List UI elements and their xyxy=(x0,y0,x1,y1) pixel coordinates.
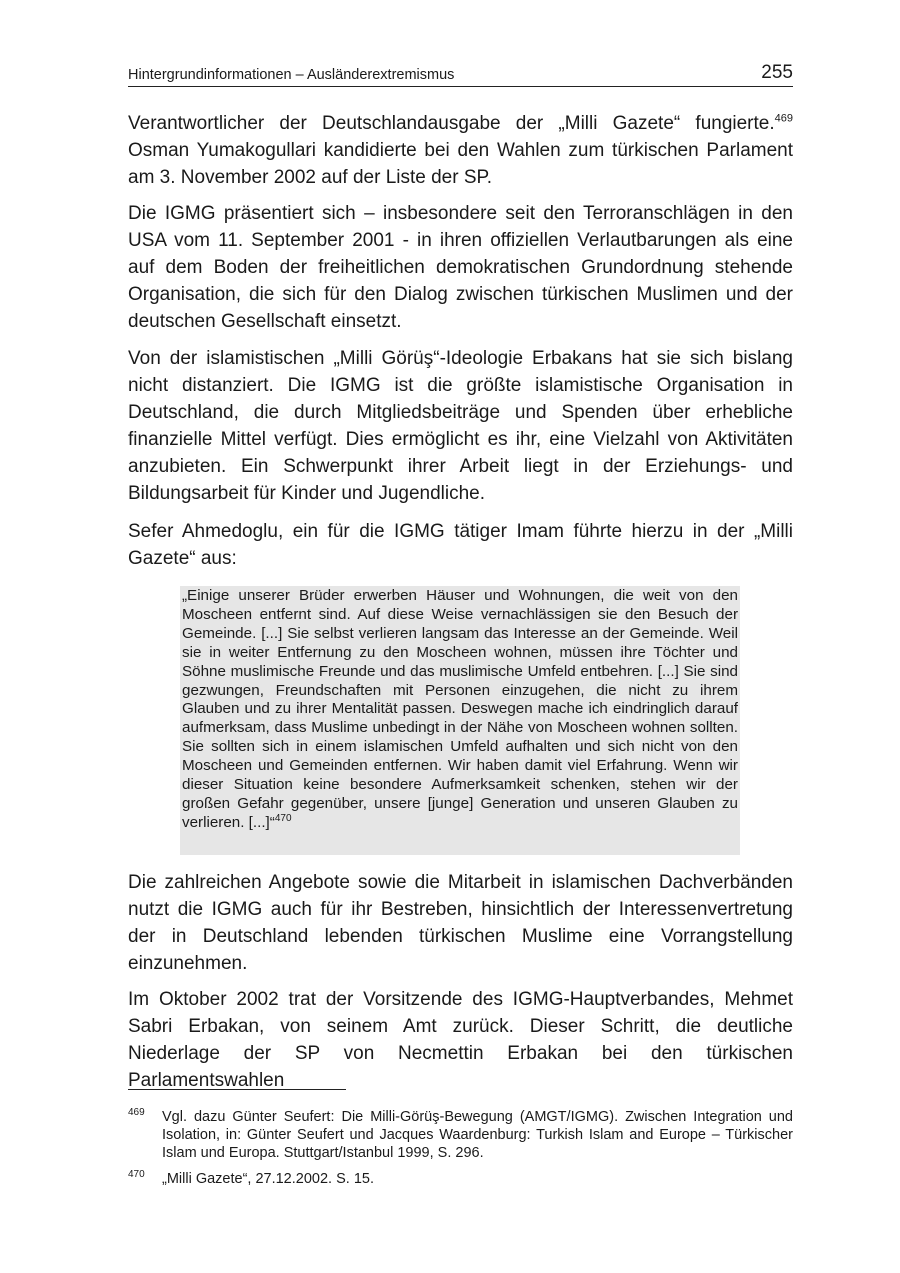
paragraph-1 xyxy=(128,110,793,191)
page-number: 255 xyxy=(761,62,793,83)
footnote-text: „Milli Gazete“, 27.12.2002. S. 15. xyxy=(162,1171,374,1187)
footnote-separator xyxy=(128,1089,346,1090)
paragraph-4: Sefer Ahmedoglu, ein für die IGMG tätiger Imam führte hierzu in der „Milli Gazete“ aus: xyxy=(128,521,793,569)
paragraph-3: Von der islamistischen „Milli Görüş“-Ideologie Erbakans hat sie sich bislang nicht distanziert. Die IGMG ist die größte islamistische Organisation in Deutschland, die durch Mitgliedsbeiträge und Spenden über erhebliche finanzielle Mittel verfügt. Dies ermöglicht es ihr, eine Vielzahl von Aktivitäten anzubieten. Ein Schwerpunkt ihrer Arbeit liegt in der Erziehungs- und Bildungsarbeit für Kinder und Jugendliche. xyxy=(128,348,793,504)
footnote-number: 469 xyxy=(128,1107,145,1118)
footnote-ref-469[interactable]: 469 xyxy=(774,112,793,125)
running-header xyxy=(128,62,793,87)
paragraph-6: Im Oktober 2002 trat der Vorsitzende des IGMG-Hauptverbandes, Mehmet Sabri Erbakan, von seinem Amt zurück. Dieser Schritt, die deutliche Niederlage der SP von Necmettin Erbakan bei den türkischen Parlamentswahlen xyxy=(128,989,793,1091)
footnote-469 xyxy=(128,1108,793,1164)
header-title: Hintergrundinformationen – Ausländerextremismus xyxy=(128,67,455,83)
footnote-number: 470 xyxy=(128,1169,145,1180)
footnote-text: Vgl. dazu Günter Seufert: Die Milli-Görüş-Bewegung (AMGT/IGMG). Zwischen Integration und Isolation, in: Günter Seufert und Jacques Waardenburg: Turkish Islam and Europe – Türkischer Islam und Europa. Stuttgart/Istanbul 1999, S. 296. xyxy=(162,1109,793,1161)
paragraph-1-continued: Osman Yumakogullari kandidierte bei den Wahlen zum türkischen Parlament am 3. November 2002 auf der Liste der SP. xyxy=(128,140,793,188)
footnote-ref-470[interactable]: 470 xyxy=(274,812,292,824)
footnote-470 xyxy=(128,1170,793,1190)
block-quote xyxy=(180,586,740,855)
paragraph-5: Die zahlreichen Angebote sowie die Mitarbeit in islamischen Dachverbänden nutzt die IGMG auch für ihr Bestreben, hinsichtlich der Interessenvertretung der in Deutschland lebenden türkischen Muslime eine Vorrangstellung einzunehmen. xyxy=(128,872,793,974)
paragraph-1-text: Verantwortlicher der Deutschlandausgabe der „Milli Gazete“ fungierte. xyxy=(128,113,775,134)
block-quote-text: „Einige unserer Brüder erwerben Häuser und Wohnungen, die weit von den Moscheen entfernt sind. Auf diese Weise vernachlässigen sie den Besuch der Gemeinde. [...] Sie selbst verlieren langsam das Interesse an der Gemeinde. Weil sie in weiter Entfernung zu den Moscheen wohnen, müssen ihre Töchter und Söhne muslimische Freunde und das muslimische Umfeld entbehren. [...] Sie sind gezwungen, Freundschaften mit Personen einzugehen, die nicht zu ihrem Glauben und zu ihrer Mentalität passen. Deswegen mache ich eindringlich darauf aufmerksam, dass Muslime unbedingt in der Nähe von Moscheen wohnen sollten. Sie sollten sich in einem islamischen Umfeld aufhalten und sich nicht von den Moscheen und Gemeinden entfernen. Wir haben damit viel Erfahrung. Wenn wir dieser Situation keine besondere Aufmerksamkeit schenken, stehen wir der großen Gefahr gegenüber, unsere [junge] Generation und unseren Glauben zu verlieren. [...]“ xyxy=(182,587,738,831)
paragraph-2: Die IGMG präsentiert sich – insbesondere seit den Terroranschlägen in den USA vom 11. September 2001 - in ihren offiziellen Verlautbarungen als eine auf dem Boden der freiheitlichen demokratischen Grundordnung stehende Organisation, die sich für den Dialog zwischen türkischen Muslimen und der deutschen Gesellschaft einsetzt. xyxy=(128,203,793,332)
